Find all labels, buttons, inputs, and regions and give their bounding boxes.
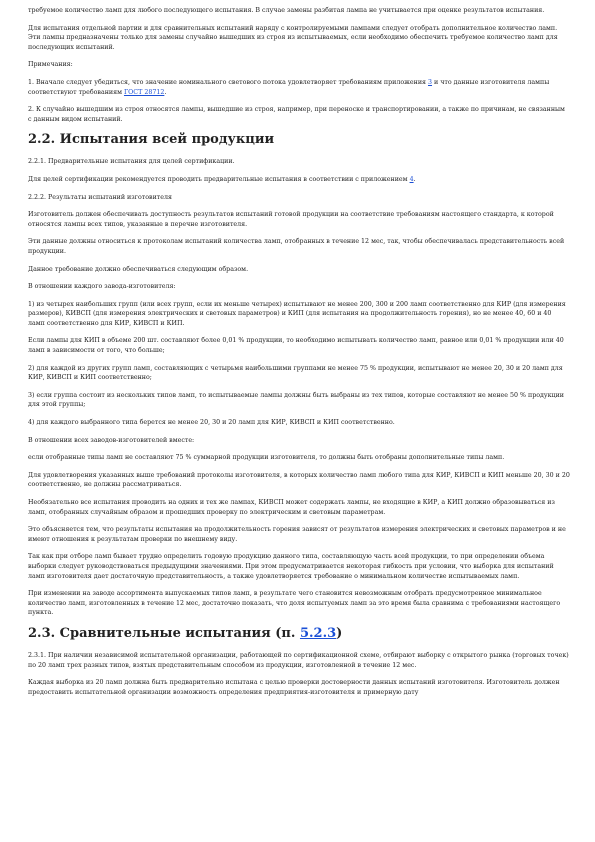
paragraph-text: 2) для каждой из других групп ламп, составляющих с четырьмя наибольшими группами не менее 75 % продукции, испытывают не менее 20, 30 и 20 ламп для КИР, КИВСП и КИП соответственно; — [28, 364, 563, 382]
section-heading — [28, 626, 570, 642]
paragraph-text: Данное требование должно обеспечиваться следующим образом. — [28, 265, 249, 273]
paragraph — [28, 498, 570, 517]
paragraph — [28, 651, 570, 670]
paragraph — [28, 157, 570, 167]
paragraph-text: если отобранные типы ламп не составляют 75 % суммарной продукции изготовителя, то должны быть отобраны дополнительные типы ламп. — [28, 454, 505, 462]
paragraph-text: Необязательно все испытания проводить на одних и тех же лампах, КИВСП может содержать лампы, не входящие в КИР, а КИП должно образовываться из ламп, отобранных случайным образом и прошедших проверку по электрическим и световым параметрам. — [28, 499, 555, 516]
paragraph-text: Каждая выборка из 20 ламп должна быть предварительно испытана с целью проверки достоверности данных испытаний изготовителя. Изготовитель должен предоставить испытательной организации возможность определения предприятия-изготовителя и примерную дату — [28, 679, 560, 696]
paragraph-text-end: . — [164, 88, 167, 96]
paragraph-text: Это объясняется тем, что результаты испытания на продолжительность горения зависят от результатов измерения электрических и световых параметров и не имеют отношения к результатам проверки по внешнему виду. — [28, 526, 566, 543]
paragraph — [28, 105, 570, 124]
paragraph-text: Так как при отборе ламп бывает трудно определить годовую продукцию данного типа, составляющую часть всей продукции, то при определении объема выборки следует руководствоваться предыдущими значениями. При этом предусматривается некоторая гибкость при условии, что выборка для испытаний ламп изготовителя дает достаточную представительность, а также удовлетворяется требование о минимальном количестве испытываемых ламп. — [28, 553, 554, 580]
paragraph-text: Для испытания отдельной партии и для сравнительных испытаний наряду с контролируемыми лампами следует отобрать дополнительное количество ламп. Эти лампы предназначены только для замены случайно вышедших из строя из испытываемых, если необходимо обеспечить требуемое количество ламп для последующих испытаний. — [28, 24, 558, 51]
heading-text: 2.3. Сравнительные испытания (п. — [28, 625, 300, 641]
paragraph — [28, 453, 570, 463]
paragraph-text: В отношении всех заводов-изготовителей вместе: — [28, 436, 195, 444]
standard-reference-link[interactable]: ГОСТ 28712 — [123, 88, 165, 96]
cross-reference-link[interactable]: 3 — [428, 78, 433, 86]
paragraph — [28, 336, 570, 355]
cross-reference-link[interactable]: 4 — [409, 175, 414, 183]
paragraph — [28, 175, 570, 185]
paragraph-text: Примечания: — [28, 61, 73, 69]
paragraph-text: Эти данные должны относиться к протоколам испытаний количества ламп, отобранных в течение 12 мес, так, чтобы обеспечивалась представительность всей продукции. — [28, 238, 565, 255]
paragraph — [28, 265, 570, 275]
paragraph — [28, 193, 570, 203]
paragraph-text: 2. К случайно вышедшим из строя относятся лампы, вышедшие из строя, например, при переноске и транспортировании, а также по причинам, не связанным с данным видом испытаний. — [28, 106, 565, 123]
paragraph-text: требуемое количество ламп для любого последующего испытания. В случае замены разбитая лампа не учитывается при оценке результатов испытания. — [28, 7, 545, 14]
paragraph-text: Для целей сертификации рекомендуется проводить предварительные испытания в соответствии с приложением — [28, 175, 410, 183]
paragraph — [28, 391, 570, 410]
paragraph — [28, 282, 570, 292]
paragraph-text-continued: ) — [336, 625, 343, 641]
paragraph — [28, 60, 570, 70]
paragraph — [28, 436, 570, 446]
paragraph — [28, 78, 570, 97]
document-body — [28, 6, 570, 705]
paragraph-text: 2.3.1. При наличии независимой испытательной организации, работающей по сертификационной схеме, отбирают выборку с открытого рынка (торговых точек) по 20 ламп трех разных типов, взятых представительным способом из продукции, изготовленной в течение 12 мес. — [28, 651, 569, 669]
paragraph — [28, 525, 570, 544]
paragraph-text: 3) если группа состоит из нескольких типов ламп, то испытываемые лампы должны быть выбраны из тех типов, которые составляют не менее 50 % продукции для этой группы; — [28, 391, 564, 409]
cross-reference-link[interactable]: 5.2.3 — [299, 625, 337, 641]
paragraph-text: Для удовлетворения указанных выше требований протоколы изготовителя, в которых количество ламп любого типа для КИР, КИВСП и КИП меньше 20, 30 и 20 соответственно, не должны рассматриваться. — [28, 471, 570, 489]
paragraph-text: 1. Вначале следует убедиться, что значение номинального светового потока удовлетворяет требованиям приложения — [28, 78, 428, 86]
paragraph — [28, 471, 570, 490]
paragraph-text: 2.2.2. Результаты испытаний изготовителя — [28, 193, 172, 201]
paragraph — [28, 210, 570, 229]
heading-text: 2.2. Испытания всей продукции — [28, 132, 275, 148]
paragraph-text: 1) из четырех наибольших групп (или всех групп, если их меньше четырех) испытывают не менее 200, 300 и 200 ламп соответственно для КИР (для измерения размеров), КИВСП (для измерения электрических и световых параметров) и КИП (для испытания на продолжительность горения), но не менее 40, 60 и 40 ламп соответственно для КИР, КИВСП и КИП. — [28, 300, 566, 327]
paragraph — [28, 364, 570, 383]
paragraph — [28, 300, 570, 329]
paragraph-text: Если лампы для КИП в объеме 200 шт. составляют более 0,01 % продукции, то необходимо испытывать количество ламп, равное или 0,01 % продукции или 40 ламп в зависимости от того, что больше; — [28, 337, 564, 355]
paragraph-text: В отношении каждого завода-изготовителя: — [28, 283, 176, 291]
paragraph — [28, 6, 570, 16]
paragraph-text-continued: и что данные изготовителя лампы соответствуют требованиям — [28, 78, 550, 96]
section-heading — [28, 132, 570, 148]
paragraph-text: При изменении на заводе ассортимента выпускаемых типов ламп, в результате чего становится невозможным отобрать предусмотренное минимальное количество ламп, изготовленных в течение 12 мес, достаточно показать, что доля испытуемых ламп за это время была сравнима с требованиями настоящего пункта. — [28, 590, 561, 617]
paragraph — [28, 678, 570, 697]
paragraph-text: 4) для каждого выбранного типа берется не менее 20, 30 и 20 ламп для КИР, КИВСП и КИП соответственно. — [28, 419, 395, 427]
paragraph-text: 2.2.1. Предварительные испытания для целей сертификации. — [28, 158, 235, 166]
paragraph — [28, 418, 570, 428]
paragraph-text-continued: . — [413, 175, 416, 183]
paragraph — [28, 237, 570, 256]
paragraph — [28, 24, 570, 53]
paragraph — [28, 589, 570, 618]
paragraph-text: Изготовитель должен обеспечивать доступность результатов испытаний готовой продукции на соответствие требованиям настоящего стандарта, к которой относятся лампы всех типов, указанные в перечне изготовителя. — [28, 211, 554, 228]
paragraph — [28, 552, 570, 581]
